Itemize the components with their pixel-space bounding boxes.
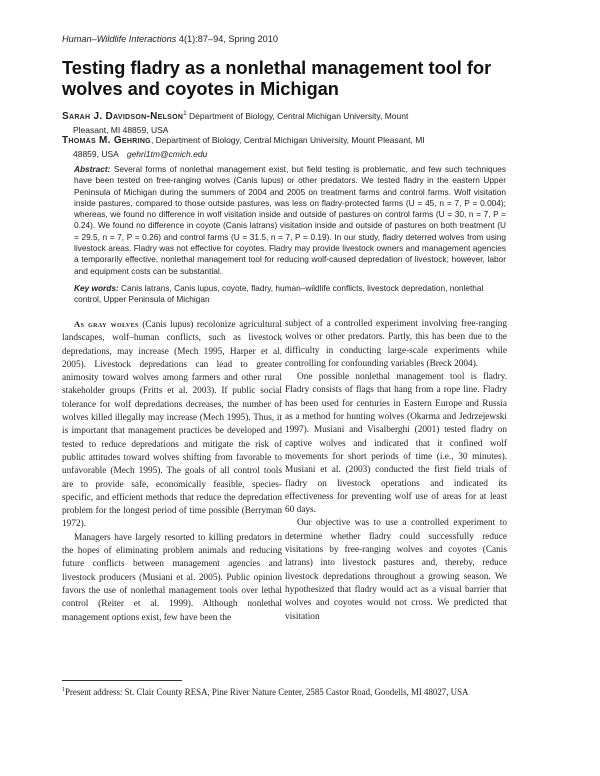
- author-name: Thomas M. Gehring: [62, 135, 151, 146]
- body-column-left: [62, 318, 282, 625]
- footnote-marker: 1: [183, 111, 187, 117]
- abstract-label: Abstract:: [74, 164, 111, 174]
- author-email: gehri1tm@cmich.edu: [126, 148, 208, 159]
- keywords-text: Canis latrans, Canis lupus, coyote, fladry, human–wildlife conflicts, livestock depredation, nonlethal control, Upper Peninsula of Michigan: [74, 283, 484, 305]
- author-affiliation-cont: Pleasant, MI 48859, USA: [73, 124, 169, 135]
- author-block-1: [62, 108, 502, 136]
- author-affiliation: Department of Biology, Central Michigan University, Mount: [188, 110, 409, 121]
- paragraph: Managers have largely resorted to killing predators in the hopes of eliminating problem animals and reducing future conflicts between management agencies and livestock producers (Musiani et al. 2005). Public opinion favors the use of nonlethal management tools over lethal control (Reiter et al. 1999). Although nonlethal management options exist, few have been the: [62, 532, 282, 623]
- footnote: [62, 684, 502, 698]
- journal-header: [62, 34, 278, 44]
- footnote-marker: 1: [62, 687, 65, 693]
- author-block-2: Thomas M. Gehring, Department of Biology, Central Michigan University, Mount Pleasant, MI 48859, USA gehri1tm@cmich.edu: [62, 135, 425, 159]
- keywords: [74, 283, 506, 306]
- footnote-divider: [62, 680, 182, 681]
- journal-name: Human–Wildlife Interactions: [62, 34, 177, 44]
- paragraph: subject of a controlled experiment involving free-ranging wolves or other predators. Partly, this has been due to the difficulty in conducting large-scale experiments while controlling for confounding variables (Breck 2004).: [285, 319, 507, 369]
- author-affiliation: Department of Biology, Central Michigan University, Mount Pleasant, MI: [155, 135, 425, 145]
- body-column-right: [285, 318, 507, 624]
- abstract-text: Several forms of nonlethal management exist, but field testing is problematic, and few such techniques have been tested on free-ranging wolves (Canis lupus) or other predators. We tested fladry in the eastern Upper Peninsula of Michigan during the summers of 2004 and 2005 on treatment farms and control farms. Wolf visitation inside pastures, compared to those outside pastures, was less on fladry-protected farms (U = 45, n = 7, P = 0.004); whereas, we found no difference in wolf visitation inside and outside of pastures on control farms (U = 30, n = 7, P = 0.24). We found no difference in coyote (Canis latrans) visitation inside and outside of pastures on both treatment (U = 29.5, n = 7, P = 0.26) and control farms (U = 31.5, n = 7, P = 0.19). In our study, fladry deterred wolves from using livestock areas. Fladry was not effective for coyotes. Fladry may provide livestock owners and management agencies a temporarily effective, nonlethal management tool for reducing wolf-caused depredation of livestock; however, labor and equipment costs can be substantial.: [74, 164, 506, 276]
- article-title: Testing fladry as a nonlethal management tool for wolves and coyotes in Michigan: [62, 58, 492, 99]
- paragraph: One possible nonlethal management tool is fladry. Fladry consists of flags that hang from a rope line. Fladry has been used for centuries in Eastern Europe and Russia as a method for hunting wolves (Okarma and Jedrzejewski 1997). Musiani and Visalberghi (2001) tested fladry on captive wolves and indicated that it confined wolf movements for short periods of time (i.e., 30 minutes). Musiani et al. (2003) conducted the first field trials of fladry on livestock operations and indicated its effectiveness for preventing wolf use of areas for at least 60 days.: [285, 372, 507, 516]
- paragraph: Our objective was to use a controlled experiment to determine whether fladry could successfully reduce visitations by free-ranging wolves and coyotes (Canis latrans) into livestock pastures and, thereby, reduce livestock depredations throughout a growing season. We hypothesized that fladry would act as a visual barrier that wolves and coyotes would not cross. We predicted that visitation: [285, 518, 507, 622]
- keywords-label: Key words:: [74, 283, 119, 293]
- author-affiliation-cont: 48859, USA: [73, 148, 119, 159]
- journal-issue: 4(1):87–94, Spring 2010: [178, 34, 278, 44]
- footnote-text: Present address: St. Clair County RESA, Pine River Nature Center, 2585 Castor Road, Goodells, MI 48027, USA: [65, 686, 469, 697]
- abstract: [74, 164, 506, 277]
- lead-in: As gray wolves: [74, 319, 139, 329]
- paragraph: [62, 318, 282, 532]
- paragraph-text: (Canis lupus) recolonize agricultural landscapes, wolf–human conflicts, such as livestock depredations, may increase (Mech 1995, Harper et al. 2005). Livestock depredations can lead to greater animosity toward wolves among farmers and other rural stakeholder groups (Fritts et al. 2003). If public social tolerance for wolf depredations decreases, the number of wolves killed illegally may increase (Mech 1995). Thus, it is important that management practices be developed and tested to reduce depredations and mitigate the risk of public attitudes toward wolves shifting from favorable to unfavorable (Mech 1995). The goals of all control tools are to provide safe, economically feasible, species-specific, and efficient methods that reduce the depredation problem for the longest period of time possible (Berryman 1972).: [62, 320, 282, 530]
- author-name: Sarah J. Davidson-Nelson: [62, 110, 184, 122]
